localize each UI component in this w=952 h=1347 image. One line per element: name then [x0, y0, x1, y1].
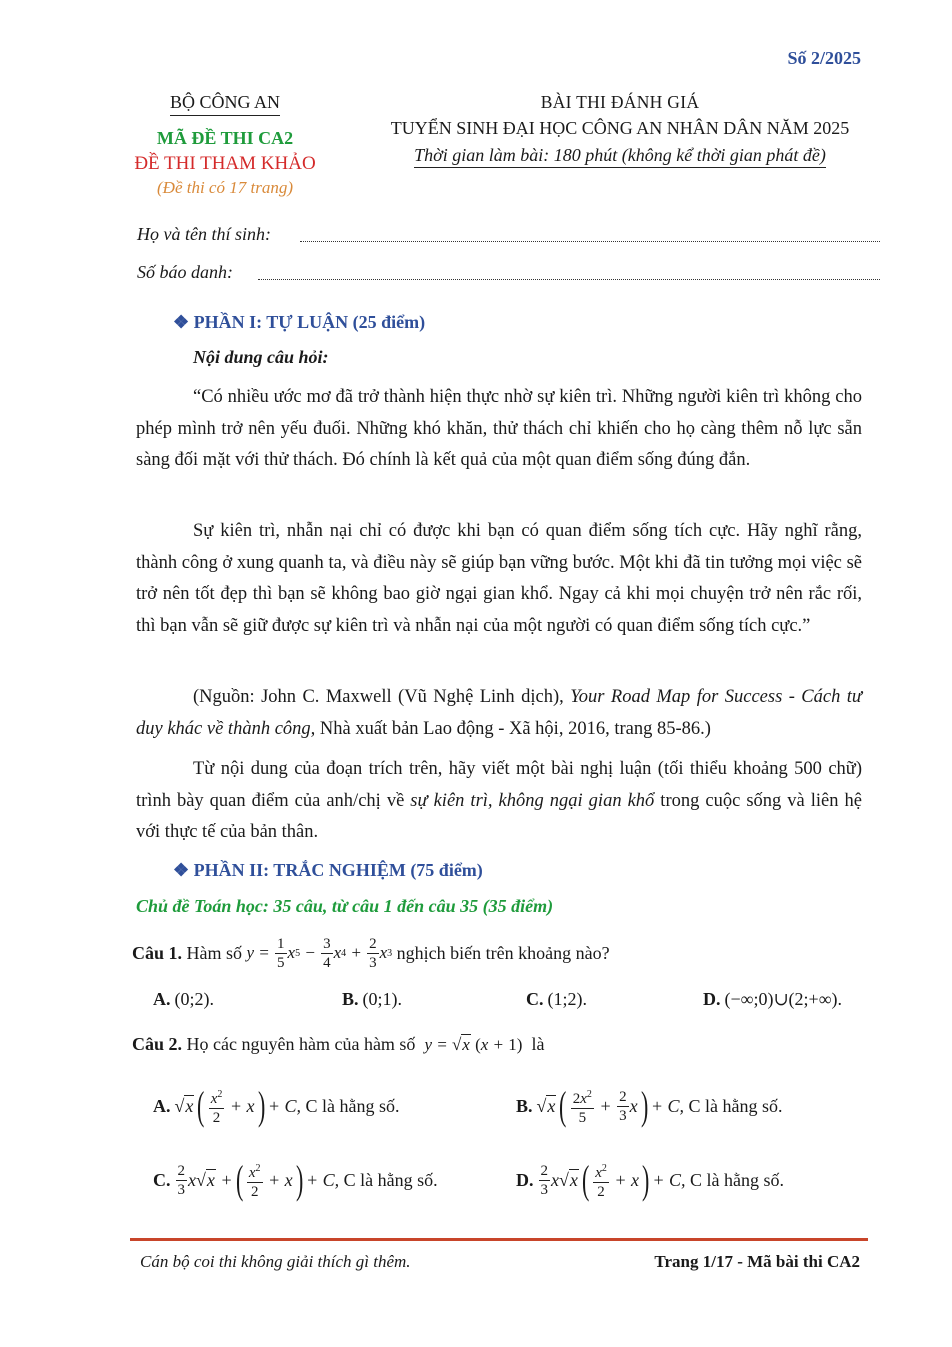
- footer-page-info: Trang 1/17 - Mã bài thi CA2: [654, 1252, 860, 1271]
- exam-duration-text: Thời gian làm bài: 180 phút (không kể thời gian phát đề): [414, 145, 826, 168]
- source-text-a: (Nguồn: John C. Maxwell (Vũ Nghệ Linh dịch),: [193, 687, 571, 707]
- source-book-title: Your Road Map for Success - Cách tư duy khác về thành công,: [136, 687, 862, 739]
- document-number: Số 2/2025: [787, 48, 861, 68]
- source-text-c: Nhà xuất bản Lao động - Xã hội, 2016, trang 85-86.): [315, 718, 711, 739]
- task-topic: sự kiên trì, không ngại gian khổ: [410, 790, 655, 811]
- q2-option-a-note: C là hằng số.: [305, 1095, 400, 1116]
- q1-option-d[interactable]: D. (−∞;0)∪(2;+∞).: [703, 989, 843, 1009]
- candidate-name-field[interactable]: [300, 241, 880, 242]
- q2-option-a[interactable]: A. √ x ( $\frac{x^2}{2}$ + x ) + C, C là hằng số.: [153, 1083, 400, 1128]
- q1-option-c[interactable]: C. (1;2).: [526, 989, 587, 1009]
- quote-paragraph-2: [136, 516, 862, 642]
- question-1-text-before: Hàm số: [186, 942, 243, 963]
- footer-divider: [130, 1238, 868, 1241]
- question-1-label: Câu 1.: [132, 942, 183, 963]
- footer-note: Cán bộ coi thi không giải thích gì thêm.: [140, 1252, 411, 1271]
- exam-subtitle: TUYỂN SINH ĐẠI HỌC CÔNG AN NHÂN DÂN NĂM 2025: [390, 118, 850, 138]
- essay-task: [136, 754, 862, 849]
- q2-option-d[interactable]: D. $\frac{2}{3}$ x√ x ( $\frac{x^2}{2}$ + x ) + C, C là hằng số.: [516, 1157, 784, 1202]
- question-2-formula: y = √x (x + 1): [424, 1034, 523, 1054]
- candidate-name-label: Họ và tên thí sinh:: [137, 224, 271, 244]
- q1-option-a[interactable]: A. (0;2).: [153, 989, 214, 1009]
- question-2-text-before: Họ các nguyên hàm của hàm số: [186, 1034, 416, 1054]
- q2-option-d-note: C là hằng số.: [690, 1169, 784, 1190]
- q1-option-b-text: (0;1).: [362, 989, 403, 1009]
- exam-duration: [340, 145, 900, 168]
- exam-code: MÃ ĐỀ THI CA2: [156, 128, 294, 148]
- question-1-formula: y = $\frac{1}{5}$ x 5 − $\frac{3}{4}$ x 4 + $\frac{2}{3}$ x 3: [246, 935, 393, 971]
- quote-paragraph-1: [136, 382, 862, 477]
- q1-option-c-text: (1;2).: [547, 989, 587, 1009]
- question-2-label: Câu 2.: [132, 1034, 183, 1054]
- question-1-text-after: nghịch biến trên khoảng nào?: [396, 942, 610, 963]
- exam-title: BÀI THI ĐÁNH GIÁ: [540, 92, 700, 112]
- candidate-id-label: Số báo danh:: [137, 262, 233, 282]
- q1-option-a-text: (0;2).: [174, 989, 214, 1009]
- q2-option-b-note: C là hằng số.: [688, 1095, 783, 1116]
- question-1: [132, 928, 610, 978]
- q2-option-c[interactable]: C. $\frac{2}{3}$ x√ x + ( $\frac{x^2}{2}$ + x ) + C, C là hằng số.: [153, 1157, 438, 1202]
- source-citation: [136, 682, 862, 745]
- q1-option-b[interactable]: B. (0;1).: [342, 989, 403, 1009]
- ministry-name: BỘ CÔNG AN: [170, 92, 280, 116]
- part1-heading: ❖ PHẦN I: TỰ LUẬN (25 điểm): [173, 312, 426, 332]
- question-2: [132, 1034, 544, 1055]
- part1-subheading: Nội dung câu hỏi:: [193, 347, 329, 367]
- quote-paragraph-2-text: Sự kiên trì, nhẫn nại chỉ có được khi bạn có quan điểm sống tích cực. Hãy nghĩ rằng, thành công ở xung quanh ta, và điều này sẽ giúp bạn vững bước. Một khi đã tin tưởng mọi việc sẽ trở nên tốt đẹp thì bạn sẽ không bao giờ ngại gian khổ. Ngay cả khi mọi chuyện trở nên rắc rối, thì bạn vẫn sẽ giữ được sự kiên trì và nhẫn nại của một người có quan điểm sống tích cực.”: [136, 521, 862, 636]
- q2-option-c-note: C là hằng số.: [343, 1169, 438, 1190]
- task-text-c: trong cuộc sống và liên hệ với thực tế của bản thân.: [136, 790, 862, 842]
- part2-heading: ❖ PHẦN II: TRẮC NGHIỆM (75 điểm): [173, 860, 483, 880]
- exam-type: ĐỀ THI THAM KHẢO: [134, 153, 316, 174]
- task-text-a: Từ nội dung của đoạn trích trên, hãy viết một bài nghị luận (tối thiểu khoảng 500 chữ) trình bày quan điểm của anh/chị về: [136, 759, 862, 811]
- question-2-text-after: là: [531, 1034, 545, 1054]
- quote-paragraph-1-text: “Có nhiều ước mơ đã trở thành hiện thực nhờ sự kiên trì. Những người kiên trì không cho phép mình trở nên yếu đuối. Những khó khăn, thử thách chỉ khiến cho họ càng thêm nỗ lực sẵn sàng đối mặt với thử thách. Đó chính là kết quả của một quan điểm sống đúng đắn.: [136, 387, 862, 470]
- candidate-id-field[interactable]: [258, 279, 880, 280]
- q1-option-d-text: (−∞;0)∪(2;+∞).: [724, 989, 843, 1009]
- part2-topic: Chủ đề Toán học: 35 câu, từ câu 1 đến câu 35 (35 điểm): [136, 896, 554, 916]
- left-header: [100, 92, 350, 116]
- q2-option-b[interactable]: B. √ x ( $\frac{2x^2}{5}$ + $\frac{2}{3}$ x ) + C, C là hằng số.: [516, 1083, 783, 1128]
- page-count: (Đề thi có 17 trang): [157, 178, 293, 197]
